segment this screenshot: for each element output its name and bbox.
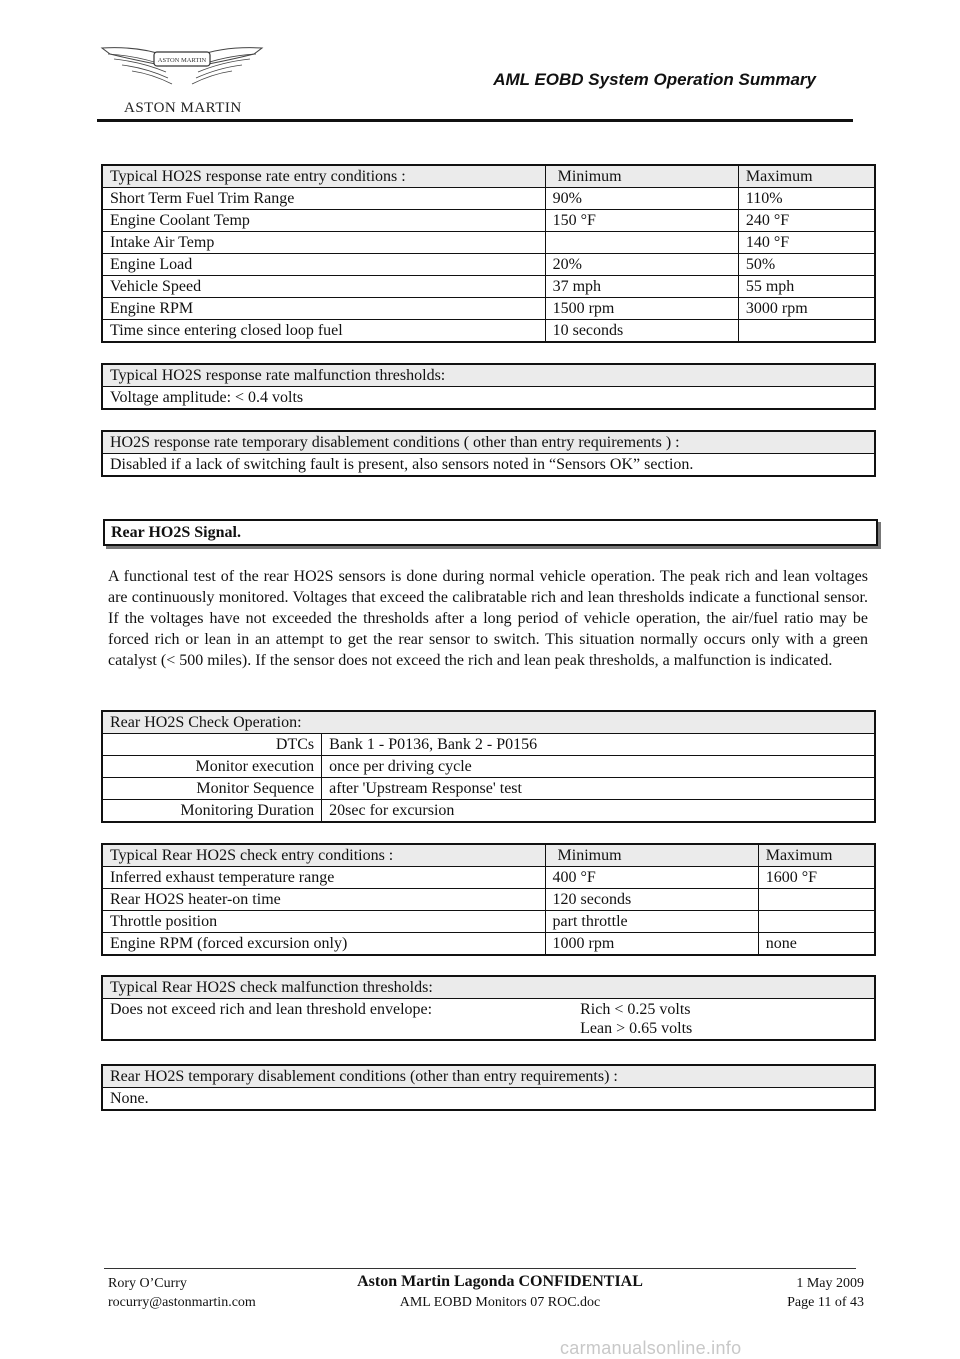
table-row (102, 387, 875, 410)
header-cell: Maximum (738, 165, 875, 188)
table-cell: Disabled if a lack of switching fault is present, also sensors noted in “Sensors OK” section. (102, 454, 875, 477)
table-cell: Vehicle Speed (102, 276, 545, 298)
page-header (0, 0, 960, 130)
table-header-row (102, 165, 875, 188)
table-cell: Engine Load (102, 254, 545, 276)
lean-threshold: Lean > 0.65 volts (580, 1020, 693, 1037)
footer-rule (104, 1268, 856, 1269)
table-cell: Throttle position (102, 911, 545, 933)
table-header-row (102, 844, 875, 867)
footer-filename: AML EOBD Monitors 07 ROC.doc (399, 1295, 601, 1310)
table-row (102, 1088, 875, 1111)
check-operation-table (101, 710, 876, 823)
table-row (102, 999, 875, 1041)
table-row (102, 889, 875, 911)
table-cell: 1500 rpm (545, 298, 738, 320)
table-row (102, 800, 875, 823)
table-row (102, 778, 875, 800)
table-cell: Short Term Fuel Trim Range (102, 188, 545, 210)
table-cell: 90% (545, 188, 738, 210)
table-row (102, 756, 875, 778)
logo-wordmark: ASTON MARTIN (124, 100, 242, 116)
header-cell: HO2S response rate temporary disablement conditions ( other than entry requirements ) : (102, 431, 875, 454)
table-cell: Monitoring Duration (102, 800, 322, 823)
table-cell (758, 889, 875, 911)
header-cell: Rear HO2S temporary disablement conditions (other than entry requirements) : (102, 1065, 875, 1088)
table-cell: 400 °F (545, 867, 758, 889)
table-cell: Time since entering closed loop fuel (102, 320, 545, 343)
logo-badge-text: ASTON MARTIN (157, 57, 207, 64)
table-cell: Does not exceed rich and lean threshold envelope: (102, 999, 573, 1041)
footer-page-number: Page 11 of 43 (787, 1295, 864, 1310)
table-row (102, 232, 875, 254)
table-cell: 110% (738, 188, 875, 210)
table-cell: part throttle (545, 911, 758, 933)
document-title: AML EOBD System Operation Summary (493, 70, 816, 89)
table-cell: Engine RPM (forced excursion only) (102, 933, 545, 956)
table-row (102, 276, 875, 298)
table-cell: 3000 rpm (738, 298, 875, 320)
table-header-row (102, 711, 875, 734)
table-row (102, 933, 875, 956)
table-cell (738, 320, 875, 343)
table-cell: 150 °F (545, 210, 738, 232)
table-cell: Engine Coolant Temp (102, 210, 545, 232)
rear-entry-table (101, 843, 876, 956)
rich-threshold: Rich < 0.25 volts (580, 1001, 691, 1018)
header-cell: Typical HO2S response rate malfunction thresholds: (102, 364, 875, 387)
table-row (102, 210, 875, 232)
table-cell: 20sec for excursion (322, 800, 875, 823)
table-header-row (102, 364, 875, 387)
table-cell: Rear HO2S heater-on time (102, 889, 545, 911)
table-row (102, 867, 875, 889)
table-cell: 140 °F (738, 232, 875, 254)
section-paragraph: A functional test of the rear HO2S sensors is done during normal vehicle operation. The peak rich and lean voltages are continuously monitored. Voltages that exceed the calibratable rich and lean thresholds indicate a functional sensor. If the voltages have not exceeded the thresholds after a long period of vehicle operation, the air/fuel ratio may be forced rich or lean in an attempt to get the rear sensor to switch. This situation normally occurs only with a green catalyst (< 500 miles). If the sensor does not exceed the rich and lean peak thresholds, a malfunction is indicated. (108, 568, 868, 669)
header-cell: Typical HO2S response rate entry conditions : (102, 165, 545, 188)
footer-author: Rory O’Curry (108, 1276, 187, 1291)
table-cell (545, 232, 738, 254)
header-rule (97, 119, 853, 122)
watermark: carmanualsonline.info (560, 1338, 742, 1358)
table-cell: Voltage amplitude: < 0.4 volts (102, 387, 875, 410)
table-row (102, 188, 875, 210)
table-row (102, 298, 875, 320)
aston-martin-wings-logo (100, 42, 264, 92)
table-cell: none (758, 933, 875, 956)
table-cell: 10 seconds (545, 320, 738, 343)
table-cell: DTCs (102, 734, 322, 756)
header-cell: Maximum (758, 844, 875, 867)
table-cell: Monitor Sequence (102, 778, 322, 800)
table-cell: 1600 °F (758, 867, 875, 889)
table-row (102, 254, 875, 276)
table-cell (758, 911, 875, 933)
table-cell: 1000 rpm (545, 933, 758, 956)
table-cell: 50% (738, 254, 875, 276)
response-entry-table (101, 164, 876, 343)
response-malfunction-table (101, 363, 876, 410)
header-cell: Typical Rear HO2S check malfunction thresholds: (102, 976, 875, 999)
table-cell: once per driving cycle (322, 756, 875, 778)
footer-date: 1 May 2009 (796, 1276, 864, 1291)
section-heading: Rear HO2S Signal. (103, 519, 878, 546)
table-cell: Intake Air Temp (102, 232, 545, 254)
table-cell: 55 mph (738, 276, 875, 298)
rear-malfunction-table (101, 975, 876, 1041)
footer-email: rocurry@astonmartin.com (108, 1295, 256, 1310)
table-row (102, 320, 875, 343)
table-cell: Monitor execution (102, 756, 322, 778)
header-cell: Minimum (545, 165, 738, 188)
table-cell: None. (102, 1088, 875, 1111)
table-cell: Bank 1 - P0136, Bank 2 - P0156 (322, 734, 875, 756)
table-cell: after 'Upstream Response' test (322, 778, 875, 800)
table-cell: 37 mph (545, 276, 738, 298)
table-cell: 240 °F (738, 210, 875, 232)
rear-disable-table (101, 1064, 876, 1111)
table-cell: Engine RPM (102, 298, 545, 320)
table-cell: 120 seconds (545, 889, 758, 911)
header-cell: Typical Rear HO2S check entry conditions : (102, 844, 545, 867)
table-header-row (102, 431, 875, 454)
header-cell: Rear HO2S Check Operation: (102, 711, 875, 734)
table-cell: 20% (545, 254, 738, 276)
table-cell: Inferred exhaust temperature range (102, 867, 545, 889)
table-cell (573, 999, 875, 1041)
table-row (102, 454, 875, 477)
response-disable-table (101, 430, 876, 477)
header-cell: Minimum (545, 844, 758, 867)
table-row (102, 911, 875, 933)
table-row (102, 734, 875, 756)
table-header-row (102, 1065, 875, 1088)
table-header-row (102, 976, 875, 999)
footer-company-text: Aston Martin Lagonda CONFIDENTIAL (357, 1273, 643, 1290)
